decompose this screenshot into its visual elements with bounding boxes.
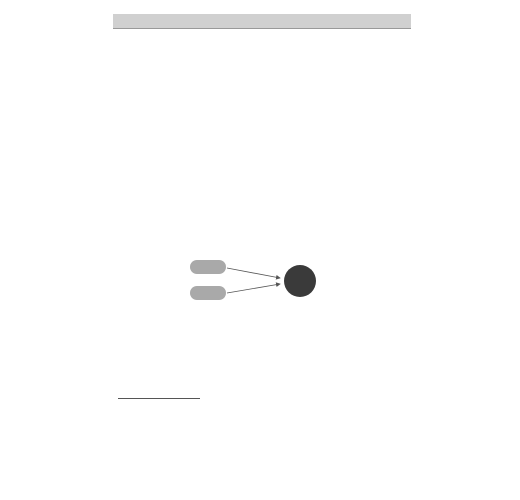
arrow-b [227, 284, 280, 293]
header-rule [113, 28, 411, 29]
node-a-box [190, 260, 226, 274]
arrow-a [227, 268, 280, 278]
cumulative-causation-diagram [190, 258, 320, 306]
node-b-box [190, 286, 226, 300]
header-bar [113, 14, 411, 28]
result-circle [284, 265, 316, 297]
footnote-rule [118, 398, 200, 399]
